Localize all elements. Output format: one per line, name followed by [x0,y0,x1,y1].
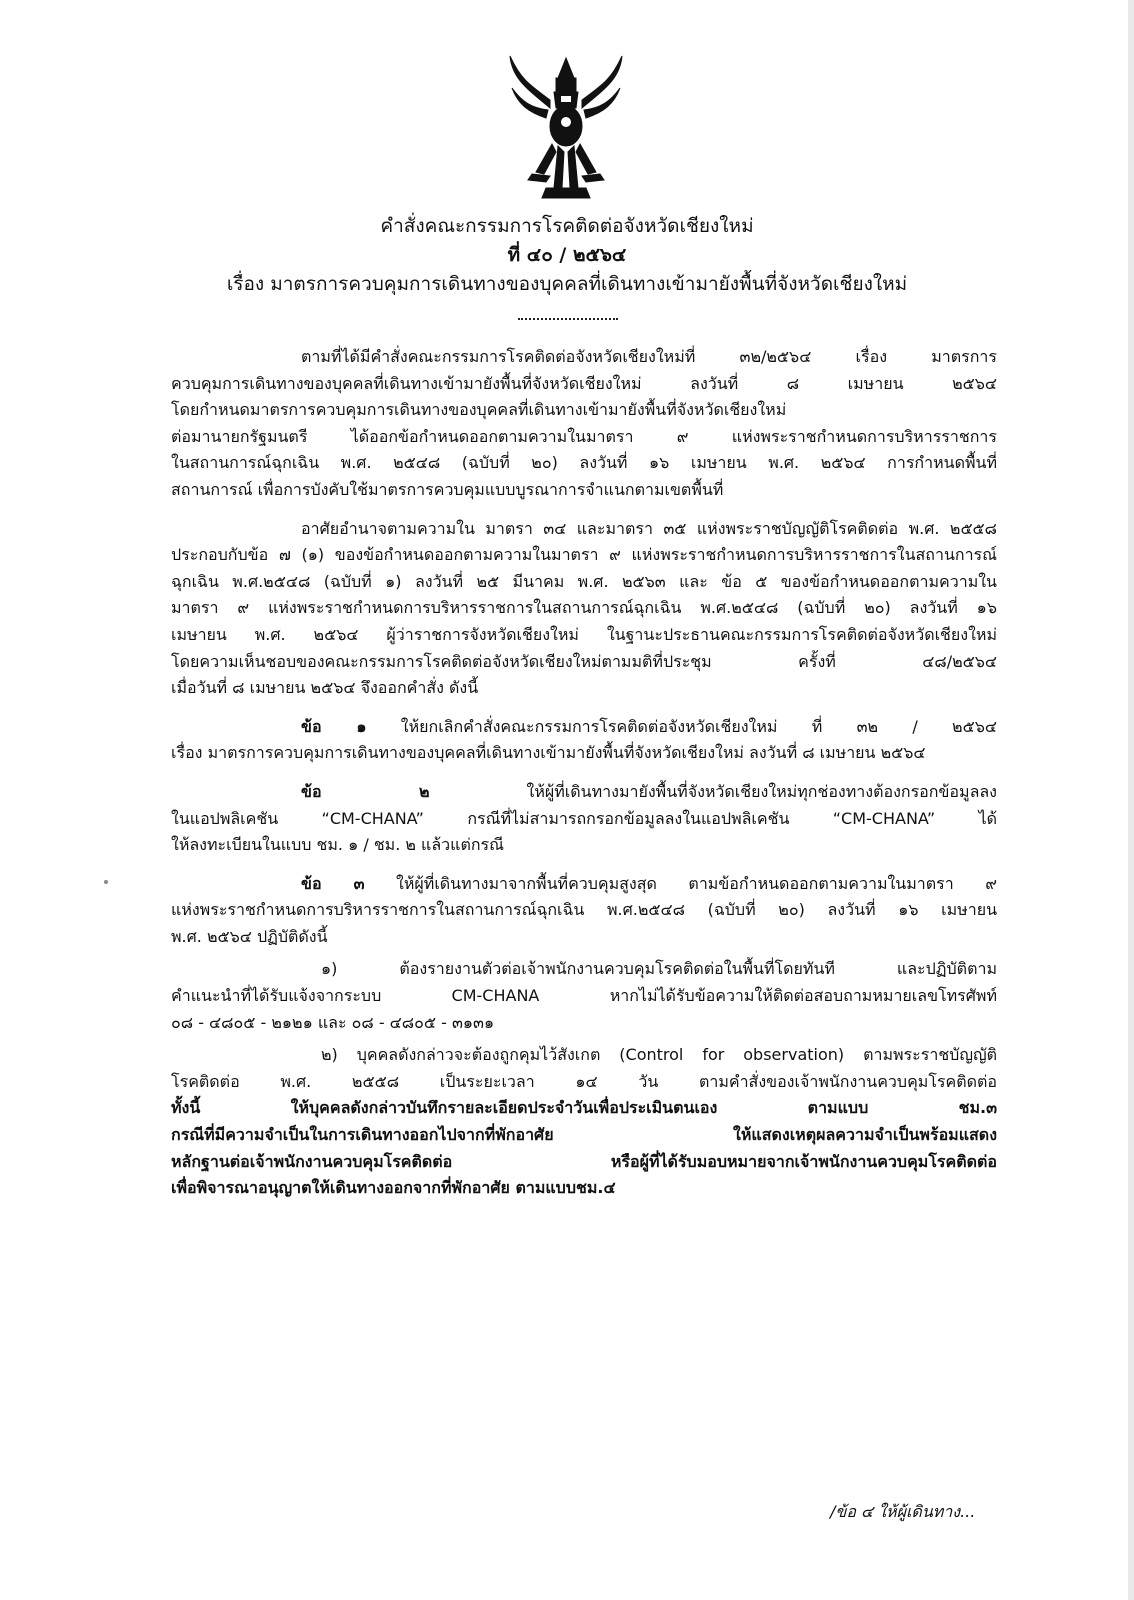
text-line: ประกอบกับข้อ ๗ (๑) ของข้อกำหนดออกตามความในมาตรา ๙ แห่งพระราชกำหนดการบริหารราชการในสถานการณ์ [171,545,997,565]
text-line: พ.ศ. ๒๕๖๔ ปฏิบัติดังนี้ [171,926,328,946]
text-line-bold: ทั้งนี้ ให้บุคคลดังกล่าวบันทึกรายละเอียดประจำวันเพื่อประเมินตนเอง ตามแบบ ชม.๓ [171,1098,997,1118]
item-label: ข้อ ๑ [301,716,367,736]
text-line: เรื่อง มาตรการควบคุมการเดินทางของบุคคลที่เดินทางเข้ามายังพื้นที่จังหวัดเชียงใหม่ ลงวันที่ ๘ เมษายน ๒๕๖๔ [171,743,926,763]
text-line: ฉุกเฉิน พ.ศ.๒๕๔๘ (ฉบับที่ ๑) ลงวันที่ ๒๕ มีนาคม พ.ศ. ๒๕๖๓ และ ข้อ ๕ ของข้อกำหนดออกตามความใน [171,571,997,591]
text-line: ๑) ต้องรายงานตัวต่อเจ้าพนักงานควบคุมโรคติดต่อในพื้นที่โดยทันที และปฏิบัติตาม [321,959,997,979]
text-line: ต่อมานายกรัฐมนตรี ได้ออกข้อกำหนดออกตามความในมาตรา ๙ แห่งพระราชกำหนดการบริหารราชการ [171,426,997,446]
item-3-sub-2 [171,1042,997,1202]
order-body [171,344,997,1202]
text-line: สถานการณ์ เพื่อการบังคับใช้มาตรการควบคุมแบบบูรณาการจำแนกตามเขตพื้นที่ [171,479,724,499]
text-line: ในสถานการณ์ฉุกเฉิน พ.ศ. ๒๕๔๘ (ฉบับที่ ๒๐) ลงวันที่ ๑๖ เมษายน พ.ศ. ๒๕๖๔ การกำหนดพื้นที่ [171,453,998,473]
text-line-bold: หลักฐานต่อเจ้าพนักงานควบคุมโรคติดต่อ หรือผู้ที่ได้รับมอบหมายจากเจ้าพนักงานควบคุมโรคติดต่อ [171,1151,997,1171]
text-line: อาศัยอำนาจตามความใน มาตรา ๓๔ และมาตรา ๓๕ แห่งพระราชบัญญัติโรคติดต่อ พ.ศ. ๒๕๕๘ [301,518,997,538]
text-line: ๒) บุคคลดังกล่าวจะต้องถูกคุมไว้สังเกต (Control for observation) ตามพระราชบัญญัติ [321,1045,997,1065]
text-line: โดยความเห็นชอบของคณะกรรมการโรคติดต่อจังหวัดเชียงใหม่ตามมติที่ประชุม ครั้งที่ ๔๘/๒๕๖๔ [171,651,997,671]
item-label: ข้อ ๓ [301,873,365,893]
text-line: ให้ผู้ที่เดินทางมายังพื้นที่จังหวัดเชียงใหม่ทุกช่องทางต้องกรอกข้อมูลลง [526,781,997,801]
text-line: ในแอปพลิเคชัน “CM-CHANA” กรณีที่ไม่สามารถกรอกข้อมูลลงในแอปพลิเคชัน “CM-CHANA” ได้ [171,808,997,828]
text-line: ควบคุมการเดินทางของบุคคลที่เดินทางเข้ามายังพื้นที่จังหวัดเชียงใหม่ ลงวันที่ ๘ เมษายน ๒๕๖๔ [171,373,997,393]
text-line: ให้ยกเลิกคำสั่งคณะกรรมการโรคติดต่อจังหวัดเชียงใหม่ ที่ ๓๒ / ๒๕๖๔ [400,716,997,736]
item-2 [171,779,997,859]
text-line: ๐๘ - ๔๘๐๕ - ๒๑๒๑ และ ๐๘ - ๔๘๐๕ - ๓๑๓๑ [171,1012,495,1032]
order-title: คำสั่งคณะกรรมการโรคติดต่อจังหวัดเชียงใหม่ [380,215,754,237]
paragraph-preamble [171,344,997,504]
text-line: โดยกำหนดมาตรการควบคุมการเดินทางของบุคคลที่เดินทางเข้ามายังพื้นที่จังหวัดเชียงใหม่ [171,400,787,420]
order-subject: เรื่อง มาตรการควบคุมการเดินทางของบุคคลที่เดินทางเข้ามายังพื้นที่จังหวัดเชียงใหม่ [226,273,908,295]
text-line: ตามที่ได้มีคำสั่งคณะกรรมการโรคติดต่อจังหวัดเชียงใหม่ที่ ๓๒/๒๕๖๔ เรื่อง มาตรการ [301,347,997,366]
garuda-emblem-icon [506,48,626,208]
text-line: คำแนะนำที่ได้รับแจ้งจากระบบ CM-CHANA หากไม่ได้รับข้อความให้ติดต่อสอบถามหมายเลขโทรศัพท์ [171,986,997,1006]
scan-edge [1128,0,1134,1600]
item-label: ข้อ ๒ [301,781,430,801]
text-line: เมื่อวันที่ ๘ เมษายน ๒๕๖๔ จึงออกคำสั่ง ดังนี้ [171,678,479,698]
separator-dots [518,318,618,322]
order-number: ที่ ๔๐ / ๒๕๖๔ [507,244,627,266]
text-line: ให้ลงทะเบียนในแบบ ชม. ๑ / ชม. ๒ แล้วแต่กรณี [171,835,504,855]
scan-speck [104,880,108,884]
text-line: แห่งพระราชกำหนดการบริหารราชการในสถานการณ์ฉุกเฉิน พ.ศ.๒๕๔๘ (ฉบับที่ ๒๐) ลงวันที่ ๑๖ เมษายน [171,900,997,920]
text-line: ให้ผู้ที่เดินทางมาจากพื้นที่ควบคุมสูงสุด ตามข้อกำหนดออกตามความในมาตรา ๙ [396,873,997,893]
paragraph-authority [171,516,997,702]
order-header [0,212,1134,299]
item-3-sub-1 [171,956,997,1036]
text-line-bold: กรณีที่มีความจำเป็นในการเดินทางออกไปจากที่พักอาศัย ให้แสดงเหตุผลความจำเป็นพร้อมแสดง [171,1125,997,1145]
text-line: โรคติดต่อ พ.ศ. ๒๕๕๘ เป็นระยะเวลา ๑๔ วัน ตามคำสั่งของเจ้าพนักงานควบคุมโรคติดต่อ [171,1071,997,1091]
text-line: เมษายน พ.ศ. ๒๕๖๔ ผู้ว่าราชการจังหวัดเชียงใหม่ ในฐานะประธานคณะกรรมการโรคติดต่อจังหวัดเชียงใหม่ [171,624,997,644]
continuation-note: /ข้อ ๔ ให้ผู้เดินทาง... [830,1502,976,1521]
item-3 [171,871,997,951]
text-line-bold: เพื่อพิจารณาอนุญาตให้เดินทางออกจากที่พักอาศัย ตามแบบชม.๔ [171,1178,616,1198]
text-line: มาตรา ๙ แห่งพระราชกำหนดการบริหารราชการในสถานการณ์ฉุกเฉิน พ.ศ.๒๕๔๘ (ฉบับที่ ๒๐) ลงวันที่ ๑๖ [171,598,997,618]
item-1 [171,714,997,767]
